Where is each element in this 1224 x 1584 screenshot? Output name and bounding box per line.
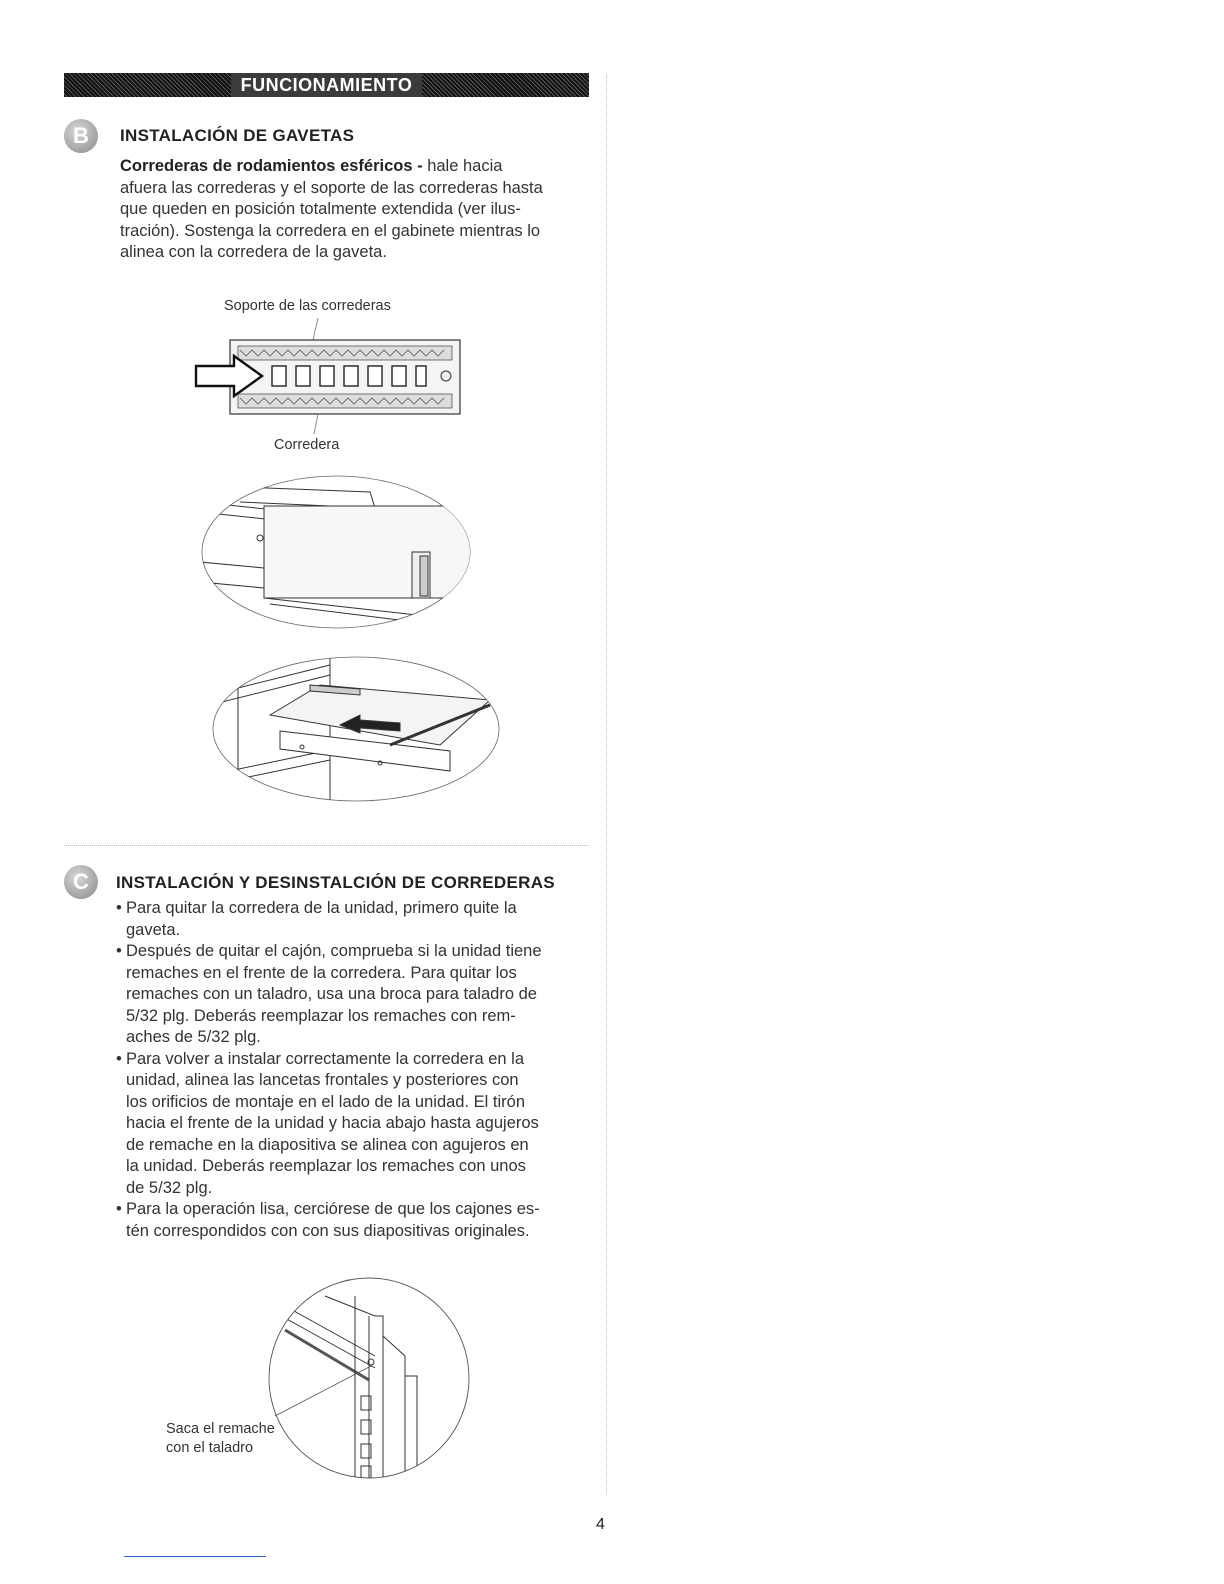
section-b-title: INSTALACIÓN DE GAVETAS bbox=[120, 126, 355, 145]
column-divider bbox=[606, 75, 607, 1495]
figure-label-corredera: Corredera bbox=[274, 437, 340, 453]
rivet-removal-diagram bbox=[265, 1276, 475, 1480]
list-item: • Para quitar la corredera de la unidad, primero quite la gaveta. bbox=[116, 898, 586, 941]
footer-link-underline bbox=[124, 1556, 266, 1557]
slide-diagram bbox=[190, 318, 470, 438]
slide-closeup-diagram bbox=[200, 472, 480, 632]
list-item: • Para volver a instalar correctamente la corredera en la unidad, alinea las lancetas frontales y posteriores con los orificios de montaje en el lado de la unidad. El tirón hacia el frente de la unidad y hacia abajo hasta agujeros de remache en la diapositiva se alinea con agujeros en la unidad. Deberás reemplazar los remaches con unos de 5/32 plg. bbox=[116, 1049, 586, 1200]
list-item: • Después de quitar el cajón, comprueba si la unidad tiene remaches en el frente de la corredera. Para quitar los remaches con un taladro, usa una broca para taladro de 5/32 plg. Deberás reemplazar los remaches con rem- aches de 5/32 plg. bbox=[116, 941, 586, 1049]
page-number: 4 bbox=[596, 1516, 605, 1533]
section-c-title: INSTALACIÓN Y DESINSTALCIÓN DE CORREDERAS bbox=[116, 873, 555, 892]
section-b-paragraph bbox=[120, 156, 590, 264]
section-b-line: alinea con la corredera de la gaveta. bbox=[120, 243, 387, 261]
section-b-line: que queden en posición totalmente extendida (ver ilus- bbox=[120, 200, 521, 218]
section-b-badge: B bbox=[64, 119, 98, 153]
section-header-title: FUNCIONAMIENTO bbox=[231, 73, 423, 97]
section-b-lead: Correderas de rodamientos esféricos - bbox=[120, 157, 423, 175]
list-item: • Para la operación lisa, cerciórese de que los cajones es- tén correspondidos con con sus diapositivas originales. bbox=[116, 1199, 586, 1242]
section-header-bar bbox=[64, 73, 589, 97]
section-b-line: tración). Sostenga la corredera en el gabinete mientras lo bbox=[120, 221, 541, 240]
section-c-badge: C bbox=[64, 865, 98, 899]
section-divider bbox=[64, 845, 589, 846]
figure-label-remache: Saca el remache con el taladro bbox=[166, 1421, 275, 1456]
section-c-bullet-list bbox=[116, 898, 586, 1242]
section-b-line: hale hacia bbox=[427, 157, 503, 175]
figure-label-soporte: Soporte de las correderas bbox=[224, 298, 391, 314]
section-b-line: afuera las correderas y el soporte de las correderas hasta bbox=[120, 178, 543, 197]
drawer-insertion-diagram bbox=[210, 655, 500, 805]
